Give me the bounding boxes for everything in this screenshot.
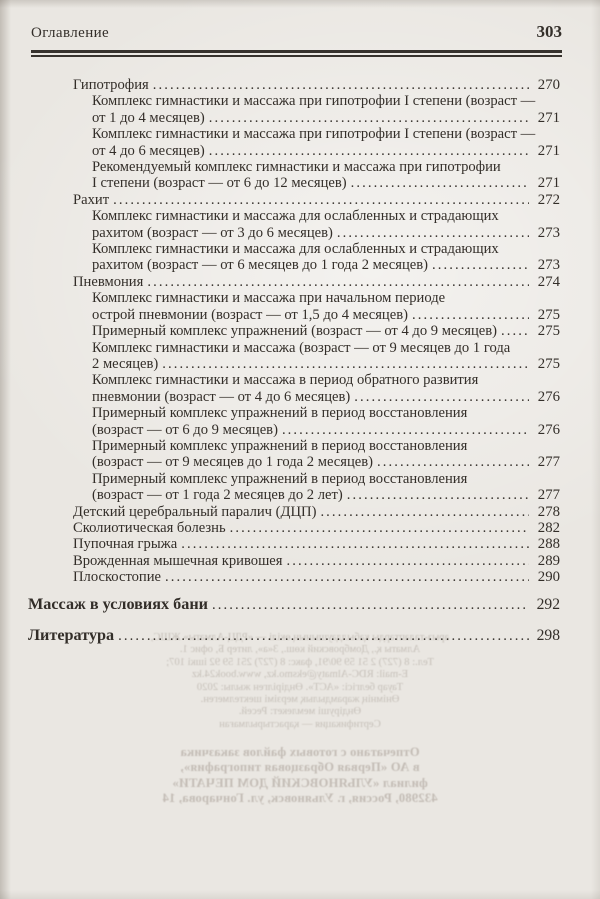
dot-leader (212, 594, 529, 615)
toc-entry-last-line (92, 389, 560, 405)
toc-entry-line: Примерный комплекс упражнений в период восстановления (92, 437, 468, 454)
toc-entry-page-number: 277 (537, 487, 560, 504)
toc-entry-title: Сколиотическая болезнь (73, 519, 226, 536)
bleedthrough-line: E-mail: RDC-Almaty@eksmo.kz, www.book24.kz (191, 669, 409, 681)
dot-leader (412, 307, 529, 323)
toc-entry-page-number: 271 (537, 109, 560, 126)
toc-entry-title: Детский церебральный паралич (ДЦП) (73, 503, 317, 520)
toc-entry-title: (возраст — от 1 года 2 месяцев до 2 лет) (92, 487, 343, 504)
bleedthrough-line: филиал «УЛЬЯНОВСКИЙ ДОМ ПЕЧАТИ» (172, 775, 428, 790)
toc-entry-page-number: 273 (537, 224, 560, 241)
bleedthrough-line: Өндіруші мемлекет: Ресей. (238, 706, 362, 718)
toc-entry-title: Гипотрофия (73, 77, 149, 93)
running-head-title: Оглавление (31, 25, 110, 41)
toc-entry-line: Комплекс гимнастики и массажа при начальном периоде (92, 290, 446, 307)
toc-entry (28, 126, 560, 159)
toc-entry-last-line (92, 143, 560, 159)
dot-leader (501, 323, 529, 339)
dot-leader (165, 569, 529, 585)
bleedthrough-line: в АО «Первая Образцовая типография», (180, 760, 420, 775)
toc-entry-last-line (28, 594, 560, 615)
toc-entry-line: Комплекс гимнастики и массажа при гипотрофии I степени (возраст — (92, 93, 536, 110)
toc-entry-page-number: 271 (537, 142, 560, 159)
toc-entry (28, 625, 560, 646)
bleedthrough-line: Отпечатано с готовых файлов заказчика (180, 745, 420, 760)
toc-entry-title: острой пневмонии (возраст — от 1,5 до 4 месяцев) (92, 306, 408, 323)
toc-entry (28, 241, 560, 274)
toc-entry (28, 274, 560, 290)
toc-entry (28, 504, 560, 520)
dot-leader (147, 274, 529, 290)
bleedthrough-line: Алматы қ., Домбровский көш., 3«а», литер Б, офис 1. (179, 644, 421, 656)
toc-entry-title: 2 месяцев) (92, 355, 159, 372)
toc-entry-page-number: 289 (537, 552, 560, 569)
double-rule (31, 50, 562, 57)
toc-entry-page-number: 282 (537, 519, 560, 536)
toc-entry-page-number: 272 (537, 191, 560, 208)
toc-entry (28, 340, 560, 373)
dot-leader (320, 504, 529, 520)
dot-leader (377, 454, 529, 470)
toc-entry-last-line (92, 225, 560, 241)
toc-entry-page-number: 274 (537, 273, 560, 290)
bleedthrough-printer-block (40, 745, 560, 806)
bleedthrough-line: Тауар белгісі: «АСТ». Өндірілген жылы: 2020 (196, 681, 404, 693)
toc-entry-page-number: 271 (537, 175, 560, 192)
dot-leader (282, 422, 529, 438)
bleedthrough-line: Сертификация — қарастырылмаған (219, 718, 381, 730)
toc-entry-line: Комплекс гимнастики и массажа при гипотрофии I степени (возраст — (92, 126, 536, 143)
toc-entry-page-number: 277 (537, 454, 560, 471)
toc-entry-title: Примерный комплекс упражнений (возраст — от 4 до 9 месяцев) (92, 323, 498, 340)
toc-entry-title: (возраст — от 6 до 9 месяцев) (92, 421, 278, 438)
toc-entry (28, 405, 560, 438)
dot-leader (153, 77, 529, 93)
bleedthrough-line: арыз-талаптарды қабылдаушының өкілі — «РДЦ-Алматы» ЖШС, (150, 632, 450, 643)
toc-entry-last-line (73, 504, 560, 520)
toc-entry-line: Комплекс гимнастики и массажа для ослабленных и страдающих (92, 208, 499, 225)
dot-leader (432, 257, 529, 273)
bleedthrough-text (40, 632, 560, 806)
bleedthrough-line: Өнімнің жарамдылық мерзімі шектелмеген. (200, 694, 400, 706)
bleedthrough-line: 432980, Россия, г. Ульяновск, ул. Гончарова, 14 (162, 790, 438, 805)
dot-leader (230, 520, 529, 536)
toc-entry-page-number: 275 (537, 323, 560, 340)
toc-entry-title: (возраст — от 9 месяцев до 1 года 2 месяцев) (92, 454, 374, 471)
running-head-page-number: 303 (536, 22, 562, 41)
table-of-contents (28, 77, 560, 646)
dot-leader (118, 625, 529, 646)
toc-entry-line: Примерный комплекс упражнений в период восстановления (92, 405, 468, 422)
toc-entry-line: Комплекс гимнастики и массажа (возраст — от 9 месяцев до 1 года (92, 339, 511, 356)
toc-entry-page-number: 278 (537, 503, 560, 520)
toc-entry-title: пневмонии (возраст — от 4 до 6 месяцев) (92, 388, 351, 405)
toc-entry-page-number: 270 (537, 77, 560, 93)
toc-entry (28, 159, 560, 192)
dot-leader (287, 553, 530, 569)
toc-entry-title: Рахит (73, 191, 110, 208)
dot-leader (351, 175, 529, 191)
toc-entry (28, 471, 560, 504)
toc-entry-title: Пневмония (73, 273, 144, 290)
dot-leader (354, 389, 529, 405)
toc-entry (28, 553, 560, 569)
toc-entry-title: Врожденная мышечная кривошея (73, 552, 283, 569)
toc-entry-title: I степени (возраст — от 6 до 12 месяцев) (92, 175, 347, 192)
bleedthrough-line: Тел.: 8 (727) 2 51 59 90/91, факс: 8 (727) 251 59 92 ішкі 107; (166, 656, 434, 668)
toc-entry-page-number: 276 (537, 388, 560, 405)
toc-entry-page-number: 298 (536, 626, 560, 644)
toc-entry-page-number: 288 (537, 536, 560, 553)
toc-entry-title: Литература (28, 625, 115, 644)
dot-leader (347, 487, 529, 503)
toc-entry (28, 536, 560, 552)
toc-entry-line: Рекомендуемый комплекс гимнастики и массажа при гипотрофии (92, 159, 501, 176)
toc-entry-last-line (73, 569, 560, 585)
toc-entry (28, 192, 560, 208)
toc-entry-title: от 4 до 6 месяцев) (92, 142, 205, 159)
dot-leader (209, 143, 529, 159)
toc-entry-last-line (92, 454, 560, 470)
toc-entry-page-number: 276 (537, 421, 560, 438)
toc-entry (28, 323, 560, 339)
toc-entry-last-line (92, 323, 560, 339)
toc-entry (28, 438, 560, 471)
toc-entry (28, 93, 560, 126)
dot-leader (181, 536, 529, 552)
toc-entry-last-line (92, 175, 560, 191)
toc-entry (28, 372, 560, 405)
toc-entry-last-line (28, 625, 560, 646)
toc-entry-last-line (92, 487, 560, 503)
toc-entry (28, 208, 560, 241)
double-rule-top-line (31, 50, 562, 53)
dot-leader (162, 356, 529, 372)
toc-entry-last-line (73, 77, 560, 93)
bleedthrough-publisher-block (40, 632, 560, 731)
toc-entry-page-number: 275 (537, 355, 560, 372)
toc-entry (28, 290, 560, 323)
toc-entry-last-line (92, 356, 560, 372)
toc-entry-title: Плоскостопие (73, 569, 162, 586)
toc-entry-title: Пупочная грыжа (73, 536, 178, 553)
toc-entry-title: рахитом (возраст — от 6 месяцев до 1 года 2 месяцев) (92, 257, 428, 274)
toc-entry-last-line (73, 192, 560, 208)
toc-entry-page-number: 273 (537, 257, 560, 274)
toc-entry-page-number: 275 (537, 306, 560, 323)
toc-entry-last-line (92, 422, 560, 438)
toc-entry-last-line (92, 307, 560, 323)
toc-entry-last-line (73, 274, 560, 290)
toc-entry-last-line (73, 536, 560, 552)
toc-entry-page-number: 290 (537, 569, 560, 586)
running-head (31, 22, 562, 42)
toc-entry-title: рахитом (возраст — от 3 до 6 месяцев) (92, 224, 333, 241)
dot-leader (209, 110, 529, 126)
toc-entry-page-number: 292 (536, 595, 560, 613)
toc-entry-last-line (73, 553, 560, 569)
toc-entry (28, 77, 560, 93)
toc-entry-line: Комплекс гимнастики и массажа для ослабленных и страдающих (92, 241, 499, 258)
double-rule-bottom-line (31, 55, 562, 57)
toc-entry-line: Примерный комплекс упражнений в период восстановления (92, 470, 468, 487)
toc-entry-last-line (92, 110, 560, 126)
dot-leader (337, 225, 529, 241)
dot-leader (113, 192, 529, 208)
toc-entry (28, 569, 560, 585)
toc-entry-title: Массаж в условиях бани (28, 594, 208, 613)
toc-entry (28, 520, 560, 536)
toc-entry-last-line (92, 257, 560, 273)
toc-entry-line: Комплекс гимнастики и массажа в период обратного развития (92, 372, 479, 389)
toc-entry-last-line (73, 520, 560, 536)
toc-entry (28, 594, 560, 615)
toc-entry-title: от 1 до 4 месяцев) (92, 109, 205, 126)
